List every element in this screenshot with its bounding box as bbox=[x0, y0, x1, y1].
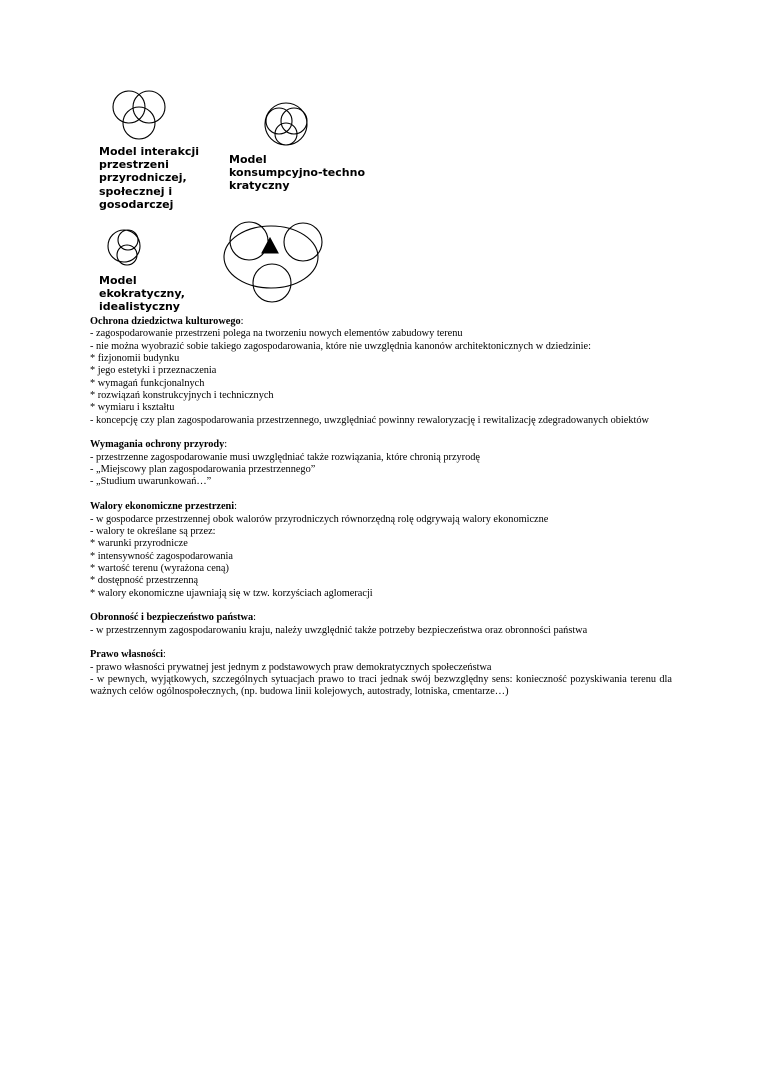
list-item: * wymagań funkcjonalnych bbox=[90, 377, 205, 389]
section-nature-protection: Wymagania ochrony przyrody: - przestrzenne zagospodarowanie musi uwzględniać także rozwiązania, które chronią przyrodę - „Miejscowy plan zagospodarowania przestrzennego” - „Studium uwarunkowań…” bbox=[90, 439, 672, 488]
list-item: * wartość terenu (wyrażona ceną) bbox=[90, 562, 229, 574]
list-item: - walory te określane są przez: bbox=[90, 525, 216, 537]
triangle-center-icon bbox=[262, 238, 278, 253]
circle-right bbox=[284, 223, 322, 261]
diagram-model-fourth bbox=[224, 222, 322, 302]
section-cultural-heritage: Ochrona dziedzictwa kulturowego: - zagospodarowanie przestrzeni polega na tworzeniu nowych elementów zabudowy terenu - nie można wyobrazić sobie takiego zagospodarowania, które nie uwzględnia kanonów architektonicznych w dziedzinie: * fizjonomii budynku * jego estetyki i przeznaczenia * wymagań funkcjonalnych * rozwiązań konstrukcyjnych i technicznych * wymiaru i kształtu - koncepcję czy plan zagospodarowania przestrzennego, uwzględniać powinny rewaloryzację i rewitalizację zdegradowanych obiektów bbox=[90, 316, 672, 427]
document-text bbox=[90, 316, 672, 711]
diagram-model-ecocratic bbox=[108, 230, 140, 265]
list-item: - w gospodarce przestrzennej obok walorów przyrodniczych równorzędną rolę odgrywają walory ekonomiczne bbox=[90, 513, 549, 525]
diagram-model-interaction bbox=[113, 91, 165, 139]
list-item: * jego estetyki i przeznaczenia bbox=[90, 365, 217, 377]
list-item: * rozwiązań konstrukcyjnych i technicznych bbox=[90, 390, 274, 402]
diagram-label-interaction: Model interakcji przestrzeni przyrodniczej, społecznej i gosodarczej bbox=[99, 145, 199, 211]
list-item: - nie można wyobrazić sobie takiego zagospodarowania, które nie uwzględnia kanonów architektonicznych w dziedzinie: bbox=[90, 340, 591, 352]
list-item: - koncepcję czy plan zagospodarowania przestrzennego, uwzględniać powinny rewaloryzację i rewitalizację zdegradowanych obiektów bbox=[90, 414, 649, 426]
diagram-label-consumption: Model konsumpcyjno-techno kratyczny bbox=[229, 153, 365, 193]
section-economic-values: Walory ekonomiczne przestrzeni: - w gospodarce przestrzennej obok walorów przyrodniczych równorzędną rolę odgrywają walory ekonomiczne - walory te określane są przez: * warunki przyrodnicze * intensywność zagospodarowania * wartość terenu (wyrażona ceną) * dostępność przestrzenną * walory ekonomiczne ujawniają się w tzw. korzyściach aglomeracji bbox=[90, 501, 672, 600]
list-item: - prawo własności prywatnej jest jednym z podstawowych praw demokratycznych społeczeństwa bbox=[90, 661, 492, 673]
list-item: * warunki przyrodnicze bbox=[90, 538, 188, 550]
list-item: - w pewnych, wyjątkowych, szczególnych sytuacjach prawo to traci jednak swój bezwzględny sens: konieczność pozyskiwania terenu dla ważnych celów ogólnospołecznych, (np. budowa linii kolejowych, autostrady, lotniska, cmentarze…) bbox=[90, 673, 672, 698]
section-defence: Obronność i bezpieczeństwo państwa: - w przestrzennym zagospodarowaniu kraju, należy uwzględnić także potrzeby bezpieczeństwa oraz obronności państwa bbox=[90, 612, 672, 637]
section-heading: Wymagania ochrony przyrody bbox=[90, 439, 225, 451]
list-item: - w przestrzennym zagospodarowaniu kraju, należy uwzględnić także potrzeby bezpieczeństwa oraz obronności państwa bbox=[90, 624, 588, 636]
section-heading: Prawo własności bbox=[90, 649, 163, 661]
list-item: * walory ekonomiczne ujawniają się w tzw. korzyściach aglomeracji bbox=[90, 587, 373, 599]
section-heading: Ochrona dziedzictwa kulturowego bbox=[90, 316, 241, 327]
list-item: * wymiaru i kształtu bbox=[90, 402, 175, 414]
list-item: * intensywność zagospodarowania bbox=[90, 550, 233, 562]
section-heading: Walory ekonomiczne przestrzeni bbox=[90, 501, 235, 513]
circle-inner-left bbox=[266, 108, 292, 134]
diagram-model-consumption bbox=[265, 103, 307, 145]
list-item: - „Studium uwarunkowań…” bbox=[90, 476, 212, 488]
list-item: - „Miejscowy plan zagospodarowania przestrzennego” bbox=[90, 464, 316, 476]
circle-inner-right bbox=[281, 108, 307, 134]
list-item: - przestrzenne zagospodarowanie musi uwzględniać także rozwiązania, które chronią przyrodę bbox=[90, 451, 480, 463]
circle-bottom bbox=[253, 264, 291, 302]
circle-left bbox=[230, 222, 268, 260]
list-item: * fizjonomii budynku bbox=[90, 353, 180, 365]
list-item: - zagospodarowanie przestrzeni polega na tworzeniu nowych elementów zabudowy terenu bbox=[90, 328, 463, 340]
list-item: * dostępność przestrzenną bbox=[90, 575, 199, 587]
section-heading: Obronność i bezpieczeństwo państwa bbox=[90, 612, 254, 624]
diagram-label-ecocratic: Model ekokratyczny, idealistyczny bbox=[99, 274, 185, 314]
section-property-rights: Prawo własności: - prawo własności prywatnej jest jednym z podstawowych praw demokratycznych społeczeństwa - w pewnych, wyjątkowych, szczególnych sytuacjach prawo to traci jednak swój bezwzględny sens: konieczność pozyskiwania terenu dla ważnych celów ogólnospołecznych, (np. budowa linii kolejowych, autostrady, lotniska, cmentarze…) bbox=[90, 649, 672, 698]
